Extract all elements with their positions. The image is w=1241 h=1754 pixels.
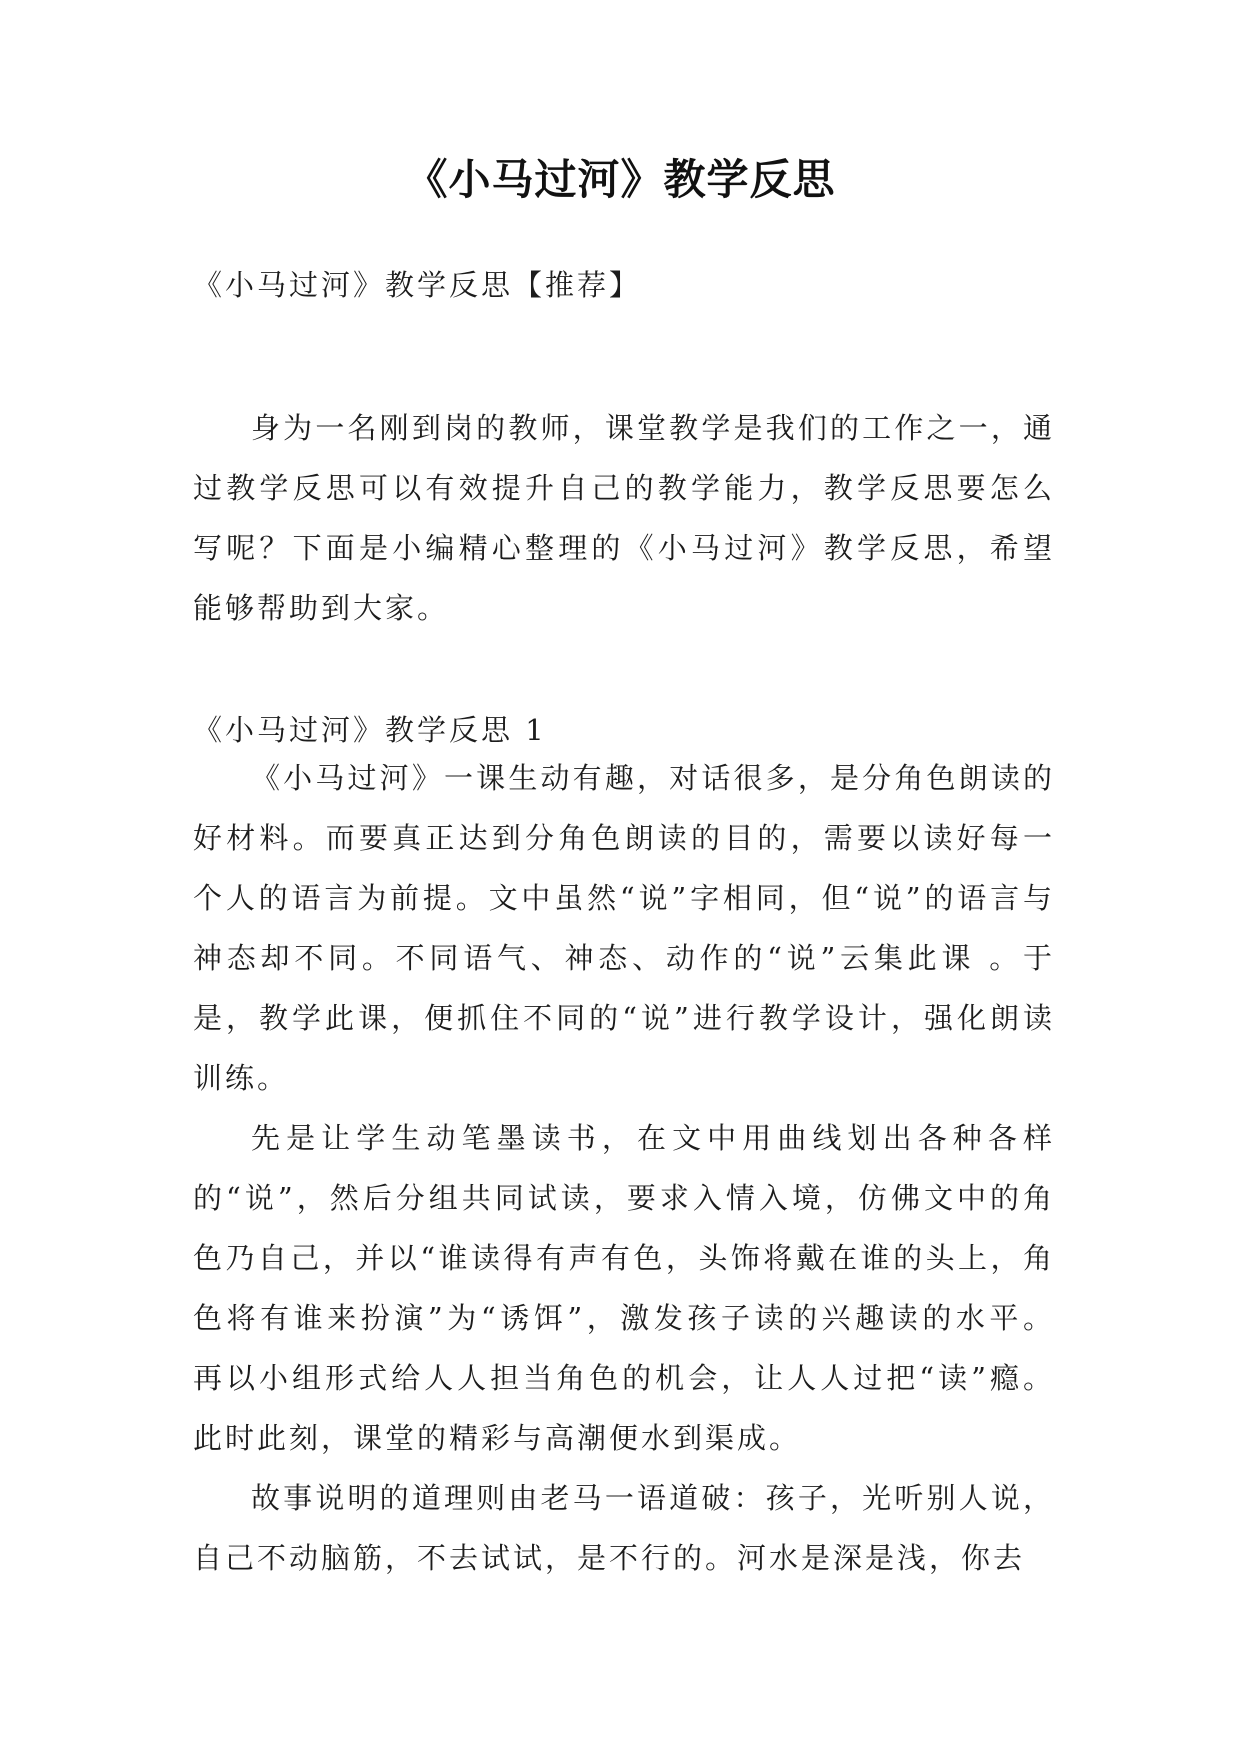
body-paragraph-2: 先是让学生动笔墨读书，在文中用曲线划出各种各样的“说”，然后分组共同试读，要求入情入境，仿佛文中的角色乃自己，并以“谁读得有声有色，头饰将戴在谁的头上，角色将有谁来扮演”为“诱饵”，激发孩子读的兴趣读的水平。 再以小组形式给人人担当角色的机会，让人人过把“读”瘾。此时此刻，课堂的精彩与高潮便水到渠成。	[193, 1121, 1055, 1455]
body-paragraph-1: 《小马过河》一课生动有趣，对话很多，是分角色朗读的好材料。而要真正达到分角色朗读的目的，需要以读好每一个人的语言为前提。文中虽然“说”字相同，但“说”的语言与神态却不同。不同语气、神态、动作的“说”云集此课 。于是，教学此课，便抓住不同的“说”进行教学设计，强化朗读训练。	[193, 761, 1055, 1095]
section-heading-text: 《小马过河》教学反思 1	[193, 713, 547, 747]
intro-paragraph: 身为一名刚到岗的教师，课堂教学是我们的工作之一，通过教学反思可以有效提升自己的教学能力，教学反思要怎么写呢？下面是小编精心整理的《小马过河》教学反思，希望能够帮助到大家。	[193, 411, 1055, 625]
section-body	[193, 748, 1055, 1588]
intro-section	[193, 398, 1055, 638]
document-title: 《小马过河》教学反思	[405, 155, 836, 204]
document-subtitle	[193, 255, 1055, 315]
subtitle-text: 《小马过河》教学反思【推荐】	[193, 268, 642, 302]
body-paragraph-3: 故事说明的道理则由老马一语道破：孩子，光听别人说，自己不动脑筋，不去试试，是不行的。河水是深是浅，你去	[193, 1481, 1055, 1575]
